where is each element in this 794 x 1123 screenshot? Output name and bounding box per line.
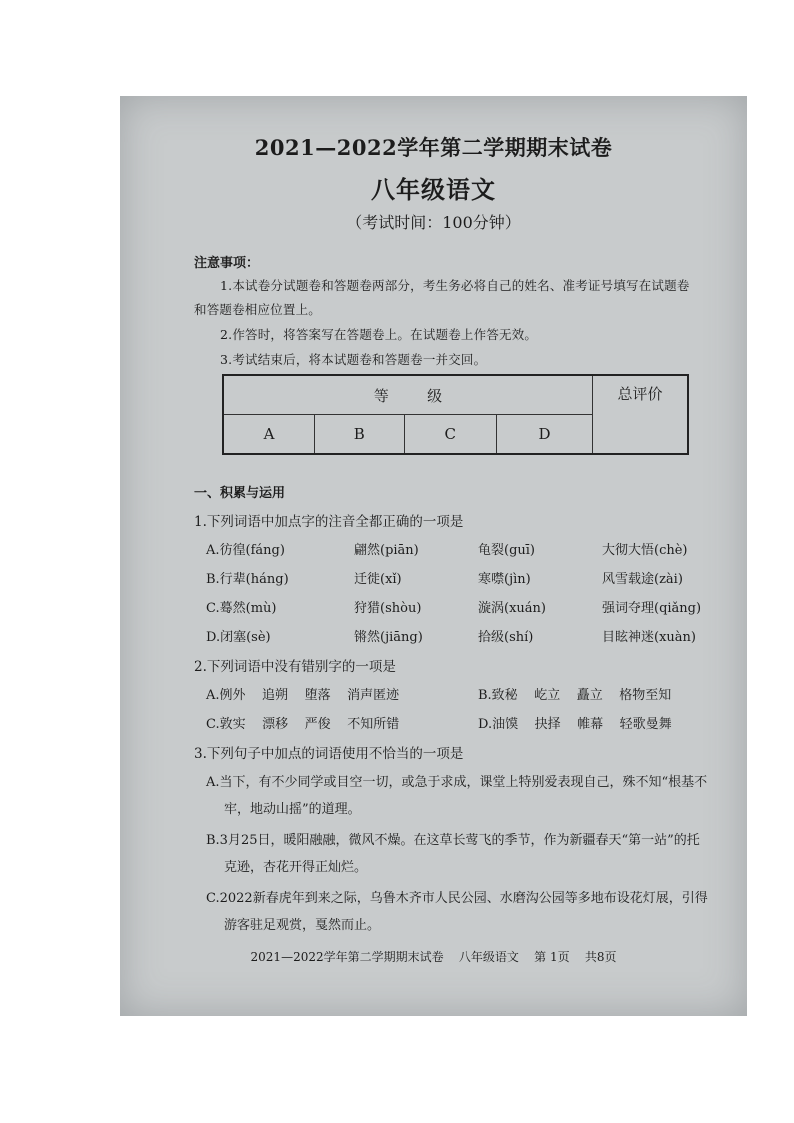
q1-word: 强词夺理(qiǎng) xyxy=(602,601,702,616)
notice-item: 1.本试卷分试题卷和答题卷两部分，考生务必将自己的姓名、准考证号填写在试题卷 xyxy=(220,278,690,293)
q1-option-d: D.闭塞(sè) xyxy=(206,630,271,645)
notice-heading: 注意事项： xyxy=(194,256,260,271)
q1-word: 大彻大悟(chè) xyxy=(602,543,688,558)
q1-word: 锵然(jiāng) xyxy=(354,630,423,645)
question-2-stem: 2.下列词语中没有错别字的一项是 xyxy=(194,659,396,675)
q2-option-a: A.例外 追朔 堕落 消声匿迹 xyxy=(206,688,400,703)
q2-option-c: C.敦实 漂移 严俊 不知所错 xyxy=(206,717,400,732)
q1-word: 漩涡(xuán) xyxy=(478,601,546,616)
notice-item: 2.作答时，将答案写在答题卷上。在试题卷上作答无效。 xyxy=(220,327,538,342)
grade-level-b: B xyxy=(315,415,405,455)
q1-word: 拾级(shí) xyxy=(478,630,534,645)
grade-table xyxy=(222,374,689,455)
q1-word: 翩然(piān) xyxy=(354,543,419,558)
q1-word: 目眩神迷(xuàn) xyxy=(602,630,696,645)
section-title: 一、积累与运用 xyxy=(194,486,286,501)
subject-title: 八年级语文 xyxy=(371,175,496,204)
total-evaluation-label: 总评价 xyxy=(593,375,689,454)
q3-option-b-cont: 克逊，杏花开得正灿烂。 xyxy=(224,860,368,875)
q3-option-a-cont: 牢，地动山摇”的道理。 xyxy=(224,802,361,817)
q1-word: 风雪载途(zài) xyxy=(602,572,683,587)
q3-option-c-cont: 游客驻足观赏，戛然而止。 xyxy=(224,918,381,933)
q1-word: 狩猎(shòu) xyxy=(354,601,422,616)
exam-paper xyxy=(120,96,747,1016)
notice-item: 3.考试结束后，将本试题卷和答题卷一并交回。 xyxy=(220,352,487,367)
grade-level-d: D xyxy=(496,415,592,455)
page-footer: 2021—2022学年第二学期期末试卷 八年级语文 第 1页 共8页 xyxy=(250,950,617,964)
grade-level-c: C xyxy=(404,415,496,455)
q1-option-c: C.蓦然(mù) xyxy=(206,601,277,616)
notice-item: 和答题卷相应位置上。 xyxy=(194,302,322,317)
q1-word: 寒噤(jìn) xyxy=(478,572,531,587)
question-3-stem: 3.下列句子中加点的词语使用不恰当的一项是 xyxy=(194,746,464,762)
q2-option-b: B.致秘 屹立 矗立 格物至知 xyxy=(478,688,672,703)
question-1-stem: 1.下列词语中加点字的注音全都正确的一项是 xyxy=(194,514,464,530)
exam-title: 2021—2022学年第二学期期末试卷 xyxy=(254,135,613,160)
q1-option-a: A.彷徨(fáng) xyxy=(206,543,285,558)
q1-option-b: B.行辈(háng) xyxy=(206,572,289,587)
q2-option-d: D.油馍 抉择 帷幕 轻歌曼舞 xyxy=(478,717,672,732)
grade-header: 等 级 xyxy=(223,375,593,415)
q3-option-b: B.3月25日，暖阳融融，微风不燥。在这草长莺飞的季节，作为新疆春天“第一站”的托 xyxy=(206,833,700,848)
q3-option-c: C.2022新春虎年到来之际，乌鲁木齐市人民公园、水磨沟公园等多地布设花灯展，引得 xyxy=(206,891,708,906)
q3-option-a: A.当下，有不少同学或目空一切，或急于求成，课堂上特别爱表现自己，殊不知“根基不 xyxy=(206,775,708,790)
q1-word: 迁徙(xǐ) xyxy=(354,572,402,587)
q1-word: 龟裂(guī) xyxy=(478,543,535,558)
grade-level-a: A xyxy=(223,415,315,455)
exam-time: （考试时间：100分钟） xyxy=(346,213,521,232)
